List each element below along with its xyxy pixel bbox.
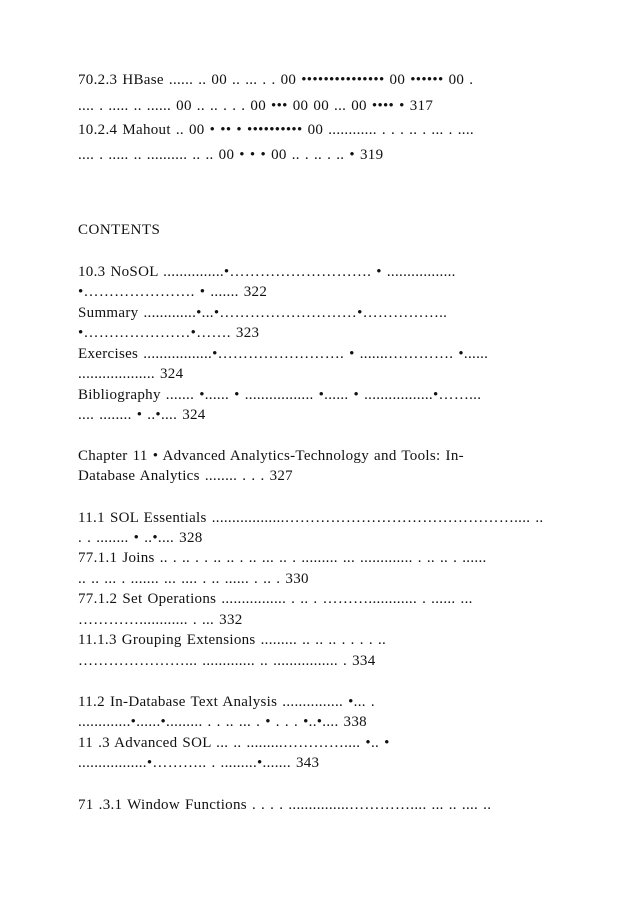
contents-heading: CONTENTS (78, 222, 161, 238)
toc-entry-nosql: 10.3 NoSOL ...............•………………………. • ................. (78, 264, 456, 280)
toc-entry-set-operations-cont: …………............ . ... 332 (78, 612, 243, 628)
toc-entry-exercises-cont: ................... 324 (78, 366, 184, 382)
toc-entry-chapter-11: Chapter 11 • Advanced Analytics-Technology and Tools: In- (78, 448, 464, 464)
toc-entry-nosql-cont: •…………………. • ....... 322 (78, 284, 268, 300)
toc-entry-summary: Summary .............•...•………………………•…………….. (78, 305, 448, 321)
toc-entry-chapter-11-cont: Database Analytics ........ . . . 327 (78, 468, 293, 484)
toc-entry-text-analysis: 11.2 In-Database Text Analysis ............... •... . (78, 694, 375, 710)
toc-entry-grouping-cont: …………………... ............. .. ................ . 334 (78, 653, 376, 669)
toc-entry-bibliography: Bibliography ....... •...... • ................. •...... • .................•……... (78, 387, 482, 403)
toc-entry-bibliography-cont: .... ........ • ..•.... 324 (78, 407, 206, 423)
toc-entry-sql-essentials: 11.1 SOL Essentials ..................……………………………………….... .. (78, 510, 544, 526)
toc-entry-mahout-cont: .... . ..... .. .......... .. .. 00 • • • 00 .. . .. . .. • 319 (78, 147, 384, 163)
toc-entry-joins-cont: .. .. ... . ....... ... .... . .. ...... . .. . 330 (78, 571, 309, 587)
toc-entry-hbase: 70.2.3 HBase ...... .. 00 .. ... . . 00 ••••••••••••••• 00 •••••• 00 . (78, 72, 474, 88)
toc-entry-advanced-sql-cont: .................•……….. . .........•....... 343 (78, 755, 320, 771)
toc-entry-text-analysis-cont: .............•......•......... . . .. ... . • . . . •..•.... 338 (78, 714, 367, 730)
toc-entry-summary-cont: •…………………•……. 323 (78, 325, 260, 341)
toc-entry-grouping: 11.1.3 Grouping Extensions ......... .. .. .. . . . . .. (78, 632, 387, 648)
toc-entry-window-functions: 71 .3.1 Window Functions . . . . ...............………….... ... .. .... .. (78, 797, 492, 813)
toc-entry-set-operations: 77.1.2 Set Operations ................ . .. . ………............ . ...... ... (78, 591, 473, 607)
toc-entry-sql-essentials-cont: . . ........ • ..•.... 328 (78, 530, 203, 546)
toc-entry-joins: 77.1.1 Joins .. . .. . . .. .. . .. ... .. . ......... ... ............. . .. .. . ...... (78, 550, 487, 566)
toc-entry-exercises: Exercises .................•……………………. • .......…………. •...... (78, 346, 489, 362)
toc-entry-advanced-sql: 11 .3 Advanced SOL ... .. .........………….... •.. • (78, 735, 390, 751)
toc-entry-hbase-cont: .... . ..... .. ...... 00 .. .. . . . 00 ••• 00 00 ... 00 •••• • 317 (78, 98, 434, 114)
toc-entry-mahout: 10.2.4 Mahout .. 00 • •• • •••••••••• 00 ............ . . . .. . ... . .... (78, 122, 474, 138)
